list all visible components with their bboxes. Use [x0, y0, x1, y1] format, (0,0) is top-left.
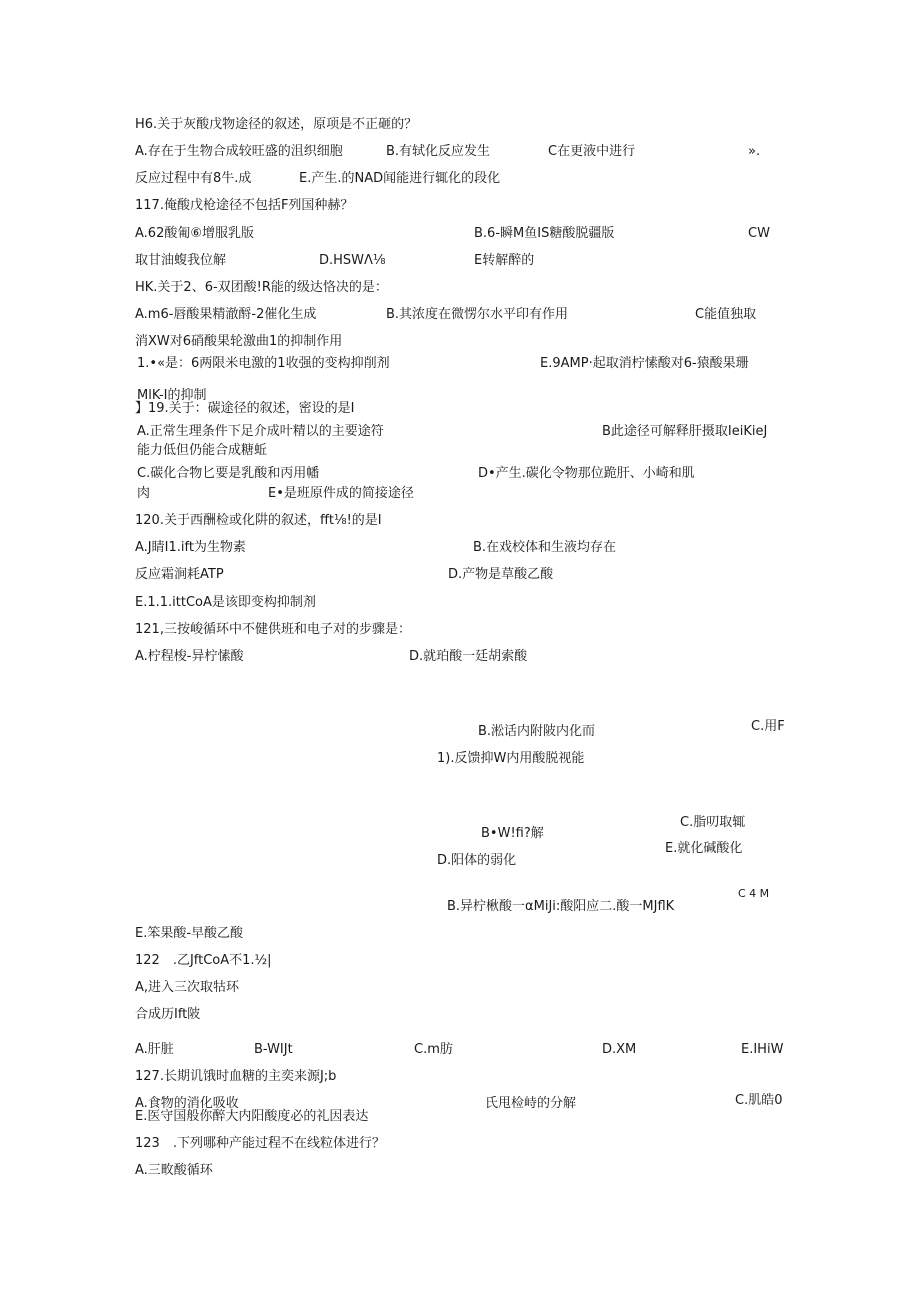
option-text: B.异柠楸酸一αMiJi:酸阳应二.酸一MJflK: [447, 899, 675, 914]
option-text: B.在戏校体和生液均存在: [473, 540, 617, 555]
option-text: C在更液中进行: [548, 144, 636, 159]
option-text: A.存在于生物合成较旺盛的沮织细胞: [135, 144, 343, 159]
option-text: 反应霜涧耗ATP: [135, 567, 224, 582]
option-text: D.HSWΛ⅛: [319, 253, 386, 268]
option-text: B此途径可解释肝摄取IeiKieJ: [602, 424, 768, 439]
option-text: E.就化碱酸化: [665, 841, 743, 856]
option-text: A.食物的消化吸收: [135, 1096, 239, 1111]
option-text: C.肌皓0: [735, 1093, 783, 1108]
option-text: 氏甩检峙的分解: [485, 1096, 577, 1111]
question-120-stem: 120.关于西酬检或化阱的叙述，fft⅛!的是I: [135, 513, 382, 528]
option-text: C能值独取: [695, 307, 757, 322]
question-119-stem: 】19.关于：碳途径的叙述，密设的是I: [135, 401, 355, 416]
option-text: D.XM: [602, 1042, 637, 1057]
option-text: D.产物是草酸乙酸: [448, 567, 554, 582]
question-118-stem: HK.关于2、6-双团酸!R能的级达恪决的是：: [135, 280, 388, 295]
option-text: C.m肪: [414, 1042, 453, 1057]
option-text: C 4 M: [738, 887, 770, 900]
option-text: E.笨果酸-早酸乙酸: [135, 926, 244, 941]
option-text: 反应过程中有8牛.成: [135, 171, 252, 186]
option-text: B.有轼化反应发生: [386, 144, 491, 159]
option-text: A.正常生理条件下足介成叶精以的主要途符: [137, 424, 384, 439]
option-text: MlK-I的抑制: [137, 388, 207, 403]
option-text: 1.•«是：6两限米电激的1收强的变构抑削剂: [137, 356, 390, 371]
option-text: 消XW对6硝酸果轮激曲1的抑制作用: [135, 334, 343, 349]
option-text: B-WIJt: [254, 1042, 293, 1057]
option-text: D.就珀酸一廷胡索酸: [409, 649, 528, 664]
option-text: C.脂叨取辄: [680, 815, 746, 830]
option-text: 肉: [137, 486, 151, 501]
option-text: 能力低但仍能合成糖蚯: [137, 443, 268, 458]
option-text: A.m6-唇酸果精澈酹-2催化生成: [135, 307, 317, 322]
option-text: E.1.1.ittCoA是该即变构抑制剂: [135, 595, 316, 610]
option-text: C.用F: [751, 719, 785, 734]
option-text: E.医守国般你醉大内阳酸度必的礼因表达: [135, 1109, 369, 1124]
question-122-stem: 122 .乙JftCoA不1.½|: [135, 953, 272, 968]
option-text: 取甘油蝮我位解: [135, 253, 227, 268]
option-text: E.IHiW: [741, 1042, 784, 1057]
question-116-stem: H6.关于灰酸戊物途径的叙述，原项是不正砸的？: [135, 117, 418, 132]
option-text: D.阳体的弱化: [437, 853, 517, 868]
option-text: A.柠程梭-异柠愫酸: [135, 649, 244, 664]
question-127-stem: 127.长期讥饿时血糖的主奕来源J;b: [135, 1069, 337, 1084]
option-text: E.9AMP·起取消柠愫酸对6-猿酸果珊: [540, 356, 749, 371]
option-text: E•是班原件成的简接途径: [268, 486, 414, 501]
option-text: B.淞话内附陂内化而: [478, 724, 596, 739]
option-text: E.产生.的NAD闻能进行辄化的段化: [299, 171, 501, 186]
option-text: A.J睛I1.ift为生物素: [135, 540, 246, 555]
option-text: D•产生.碳化令物那位跪肝、小崎和肌: [478, 466, 695, 481]
option-text: A,进入三次取牯环: [135, 980, 240, 995]
option-text: C.碳化合物匕要是乳酸和丙用幡: [137, 466, 320, 481]
option-text: B•W!fi?解: [481, 826, 544, 841]
option-text: 合成历Ift陂: [135, 1007, 201, 1022]
question-117-stem: 117.俺酸戊枪途径不包括F列国种赫？: [135, 198, 354, 213]
question-123-stem: 123 .下列哪种产能过程不在线粒体进行？: [135, 1136, 385, 1151]
option-text: B.6-瞬M鱼IS糖酸脱疆版: [474, 226, 615, 241]
question-121-stem: 121,三按峻循环中不健供班和电子对的步骤是：: [135, 622, 411, 637]
option-text: 1).反馈抑W内用酸脱视能: [437, 751, 585, 766]
option-text: A.62酸匍⑥增服乳版: [135, 226, 254, 241]
option-text: CW: [748, 226, 770, 241]
option-text: A.三畋酸循环: [135, 1163, 213, 1178]
option-text: A.肝脏: [135, 1042, 174, 1057]
option-text: ».: [748, 144, 761, 159]
option-text: E转解醉的: [474, 253, 535, 268]
option-text: B.其浓度在微愣尔水平印有作用: [386, 307, 569, 322]
